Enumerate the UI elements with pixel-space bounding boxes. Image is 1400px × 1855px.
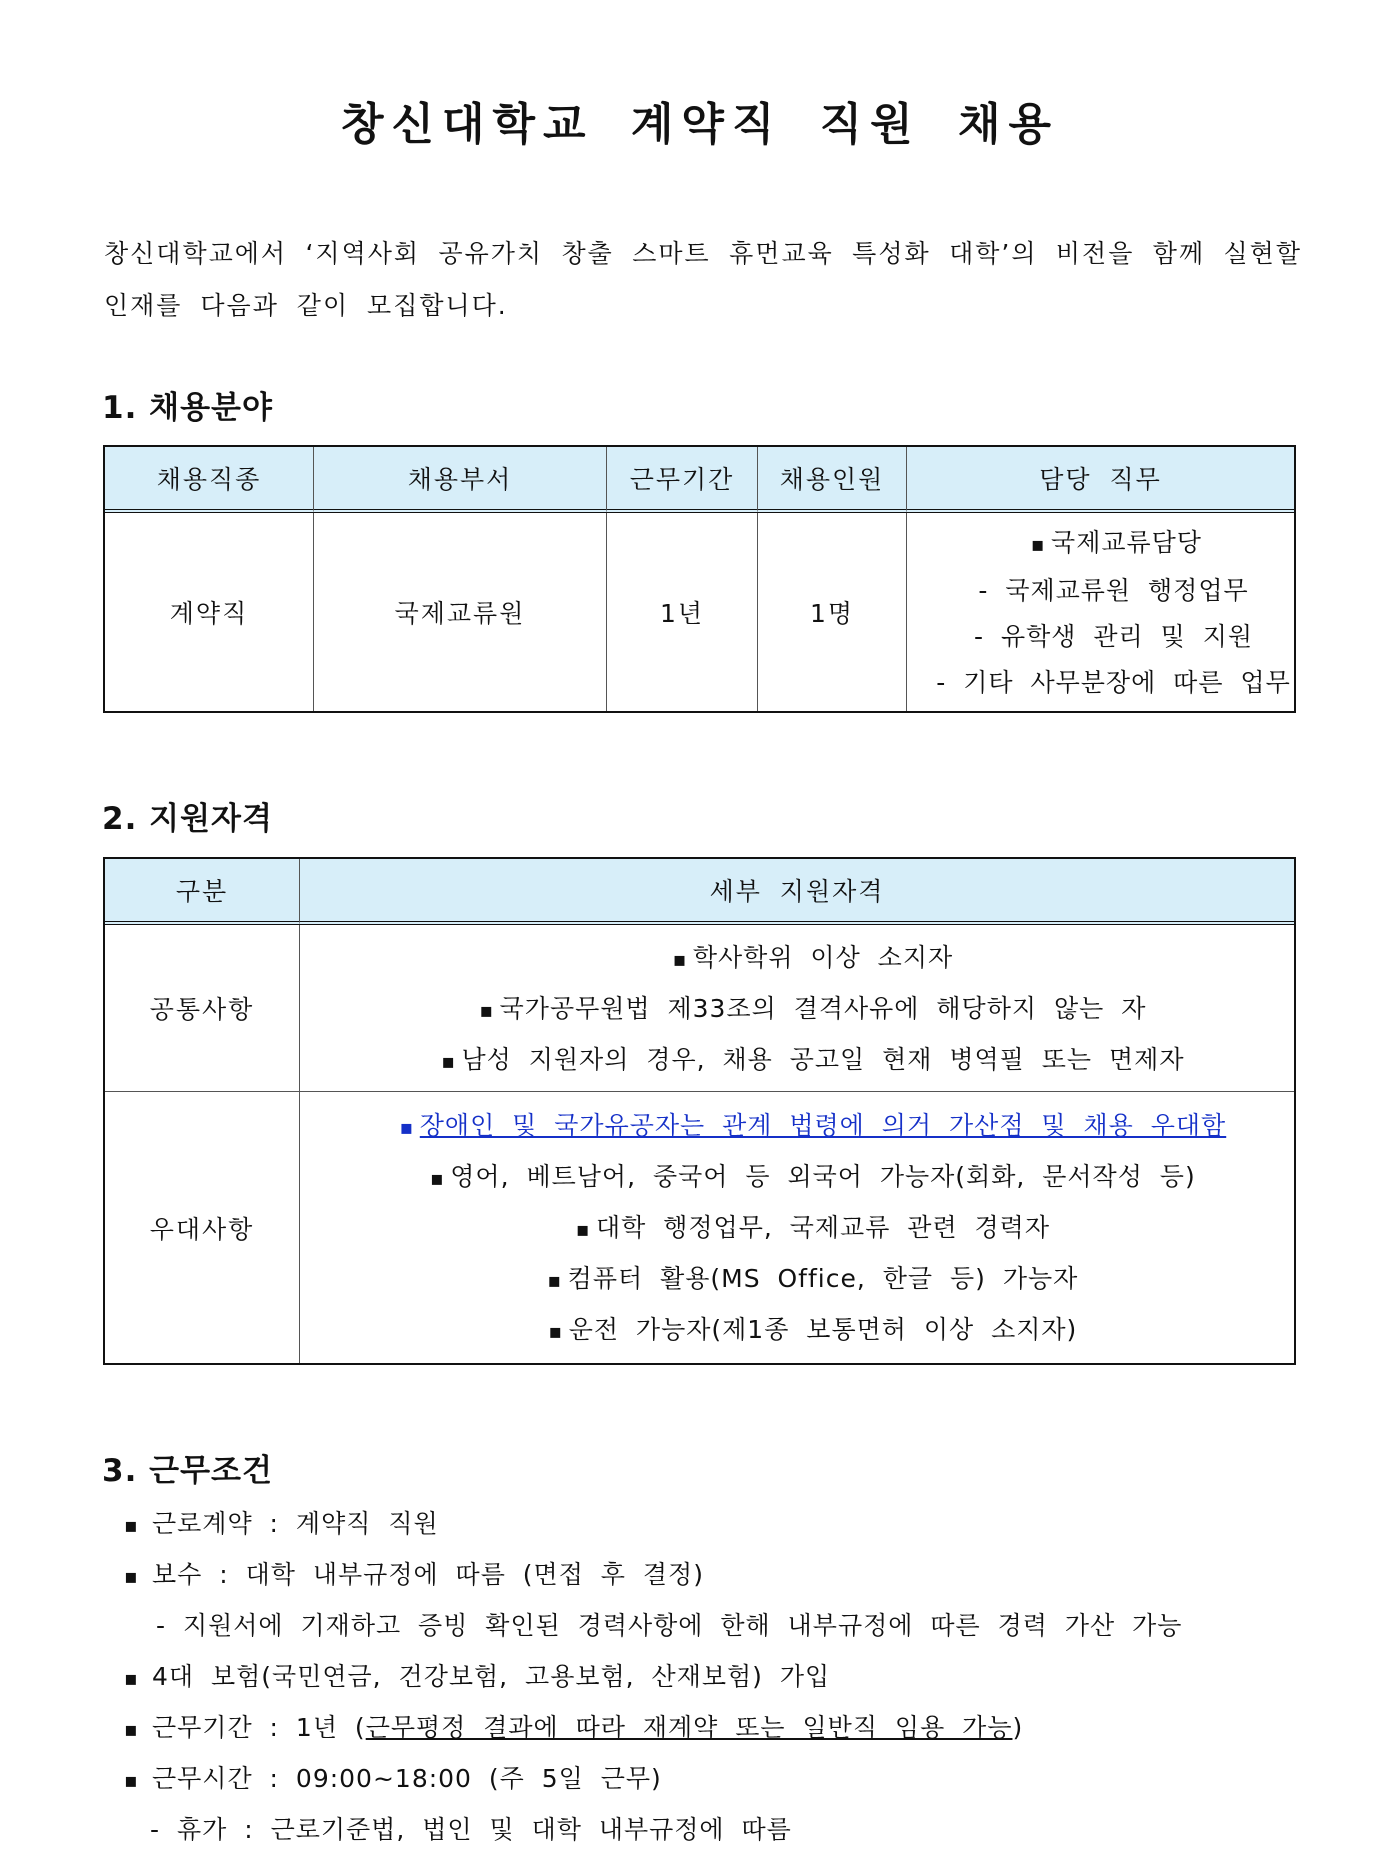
preferred-item: ▪ 대학 행정업무, 국제교류 관련 경력자 [326,1202,1294,1253]
qualification-table [103,857,1296,1365]
cell-common-label: 공통사항 [149,995,255,1024]
header-category: 구분 [105,859,299,925]
condition-contract: ▪ 근로계약 : 계약직 직원 [124,1498,1324,1549]
cell-job-type: 계약직 [169,599,249,628]
header-headcount: 채용인원 [757,447,906,513]
cell-preferred-items [299,1091,1294,1363]
condition-period [124,1702,1324,1753]
duty-item: - 유학생 관리 및 지원 [973,622,1253,651]
section-heading-qualification: 2. 지원자격 [102,801,273,837]
condition-leave: - 휴가 : 근로기준법, 법인 및 대학 내부규정에 따름 [150,1815,792,1844]
cell-period: 1년 [606,513,757,711]
preferred-item: ▪ 컴퓨터 활용(MS Office, 한글 등) 가능자 [326,1253,1294,1304]
condition-period-label: 근무기간 : 1년 ( [152,1713,366,1742]
cell-headcount: 1명 [757,513,906,711]
common-item: ▪ 국가공무원법 제33조의 결격사유에 해당하지 않는 자 [326,983,1294,1034]
condition-hours: ▪ 근무시간 : 09:00~18:00 (주 5일 근무) [124,1753,1324,1804]
preferred-highlight-link[interactable]: 장애인 및 국가유공자는 관계 법령에 의거 가산점 및 채용 우대함 [419,1111,1227,1140]
section-heading-recruitment: 1. 채용분야 [102,390,273,426]
condition-pay: ▪ 보수 : 대학 내부규정에 따름 (면접 후 결정) [124,1549,1324,1600]
condition-period-end: ) [1012,1713,1024,1742]
preferred-highlight-item[interactable] [326,1100,1294,1151]
qualification-header-row [105,859,1294,925]
header-job-type: 채용직종 [105,447,313,513]
document-title: 창신대학교 계약직 직원 채용 [340,99,1059,150]
header-details: 세부 지원자격 [299,859,1294,925]
duty-item: - 국제교류원 행정업무 [978,576,1249,605]
recruitment-header-row [105,447,1294,513]
cell-common-items [299,925,1294,1091]
cell-duty [906,513,1294,711]
preferred-item: ▪ 영어, 베트남어, 중국어 등 외국어 가능자(회화, 문서작성 등) [326,1151,1294,1202]
condition-insurance: ▪ 4대 보험(국민연금, 건강보험, 고용보험, 산재보험) 가입 [124,1651,1324,1702]
intro-paragraph: 창신대학교에서 ‘지역사회 공유가치 창출 스마트 휴먼교육 특성화 대학’의 비전을 함께 실현할 인재를 다음과 같이 모집합니다. [104,239,1302,320]
header-period: 근무기간 [606,447,757,513]
preferred-item: ▪ 운전 가능자(제1종 보통면허 이상 소지자) [326,1304,1294,1355]
common-item: ▪ 남성 지원자의 경우, 채용 공고일 현재 병역필 또는 면제자 [326,1034,1294,1085]
conditions-list [124,1498,1324,1855]
preferred-row [105,1091,1294,1363]
duty-title: ▪ 국제교류담당 [933,518,1294,568]
section-heading-conditions: 3. 근무조건 [102,1453,273,1489]
cell-department: 국제교류원 [313,513,606,711]
cell-preferred-label: 우대사항 [105,1091,299,1363]
common-item: ▪ 학사학위 이상 소지자 [326,932,1294,983]
recruitment-row [105,513,1294,711]
duty-item: - 기타 사무분장에 따른 업무 [936,668,1291,697]
header-department: 채용부서 [313,447,606,513]
common-row [105,925,1294,1091]
condition-pay-note: - 지원서에 기재하고 증빙 확인된 경력사항에 한해 내부규정에 따른 경력 가산 가능 [156,1611,1183,1640]
condition-period-underlined: 근무평정 결과에 따라 재계약 또는 일반직 임용 가능 [365,1713,1013,1742]
recruitment-table [103,445,1296,713]
header-duty: 담당 직무 [906,447,1294,513]
